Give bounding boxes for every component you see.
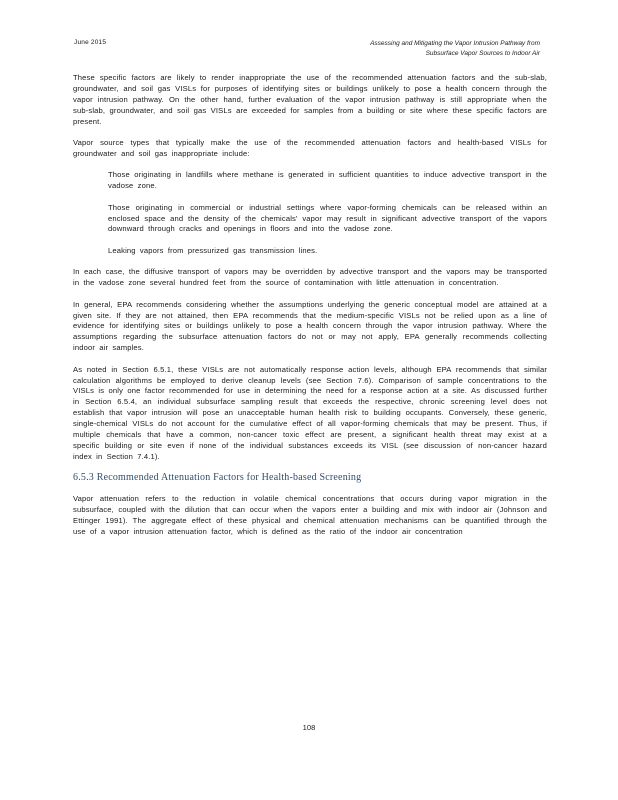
list-item-text: Those originating in landfills where methane is generated in sufficient quantities to induce advective transport in the vadose zone. (108, 170, 547, 191)
list-item (73, 170, 547, 192)
paragraph-vapor-source-types: Vapor source types that typically make the use of the recommended attenuation factors and health-based VISLs for groundwater and soil gas inappropriate include: (73, 138, 547, 158)
list-item-text: Leaking vapors from pressurized gas transmission lines. (108, 245, 318, 255)
section-heading: 6.5.3 Recommended Attenuation Factors for Health-based Screening (73, 472, 362, 484)
paragraph-advective-transport: In each case, the diffusive transport of vapors may be overridden by advective transport and the vapors may be transported in the vadose zone several hundred feet from the source of contamination with little attenuation in concentration. (73, 267, 547, 288)
list-item (73, 203, 547, 236)
page-number: 108 (302, 723, 316, 732)
paragraph-response-action: As noted in Section 6.5.1, these VISLs are not automatically response action levels, although EPA recommends that similar calculation algorithms be employed to derive cleanup levels (see Section 7.6). Comparison of sample concentrations to the VISLs is only one factor recommended for use in determining the need for a response action at a site. As discussed further in Section 6.5.4, an individual subsurface sampling result that exceeds the respective, chronic screening level does not establish that vapor intrusion will pose an unacceptable human health risk to building occupants. Conversely, these generic, single-chemical VISLs do not account for the cumulative effect of all vapor-forming chemicals that may be present. Thus, if multiple chemicals that have a common, non-cancer toxic effect are present, a significant health threat may exist at a specific building or site even if none of the individual substances exceeds its VISL (see discussion of non-cancer hazard index in Section 7.4.1). (73, 364, 547, 461)
header-title-line2: Subsurface Vapor Sources to Indoor Air (425, 50, 540, 57)
paragraph-specific-factors: These specific factors are likely to render inappropriate the use of the recommended attenuation factors and the sub-slab, groundwater, and soil gas VISLs for purposes of identifying sites or buildings unlikely to pose a health concern through the vapor intrusion pathway. On the other hand, further evaluation of the vapor intrusion pathway is still appropriate when the sub-slab, groundwater, and soil gas VISLs are exceeded for samples from a building or site where these specific factors are present. (73, 73, 547, 126)
list-item (73, 246, 547, 257)
paragraph-vapor-attenuation: Vapor attenuation refers to the reduction in volatile chemical concentrations that occurs during vapor migration in the subsurface, coupled with the dilution that can occur when the vapors enter a building and mix with indoor air (Johnson and Ettinger 1991). The aggregate effect of these physical and chemical attenuation mechanisms can be quantified through the use of a vapor intrusion attenuation factor, which is defined as the ratio of the indoor air concentration (73, 494, 547, 536)
list-item-text: Those originating in commercial or industrial settings where vapor-forming chemicals can be released within an enclosed space and the density of the chemicals' vapor may result in significant advective transport of the vapors downward through cracks and openings in floors and into the vadose zone. (108, 202, 547, 234)
header-title-line1: Assessing and Mitigating the Vapor Intrusion Pathway from (370, 40, 540, 47)
paragraph-epa-recommends: In general, EPA recommends considering whether the assumptions underlying the generic conceptual model are attained at a given site. If they are not attained, then EPA recommends that the medium-specific VISLs not be relied upon as a line of evidence for identifying sites or buildings unlikely to pose a health concern through the vapor intrusion pathway. Where the assumptions regarding the subsurface attenuation factors do not or may not apply, EPA generally recommends collecting indoor air samples. (73, 299, 547, 353)
body-content (73, 73, 547, 538)
header-date: June 2015 (74, 39, 107, 46)
header-title (280, 39, 540, 59)
vapor-source-list (73, 170, 547, 256)
